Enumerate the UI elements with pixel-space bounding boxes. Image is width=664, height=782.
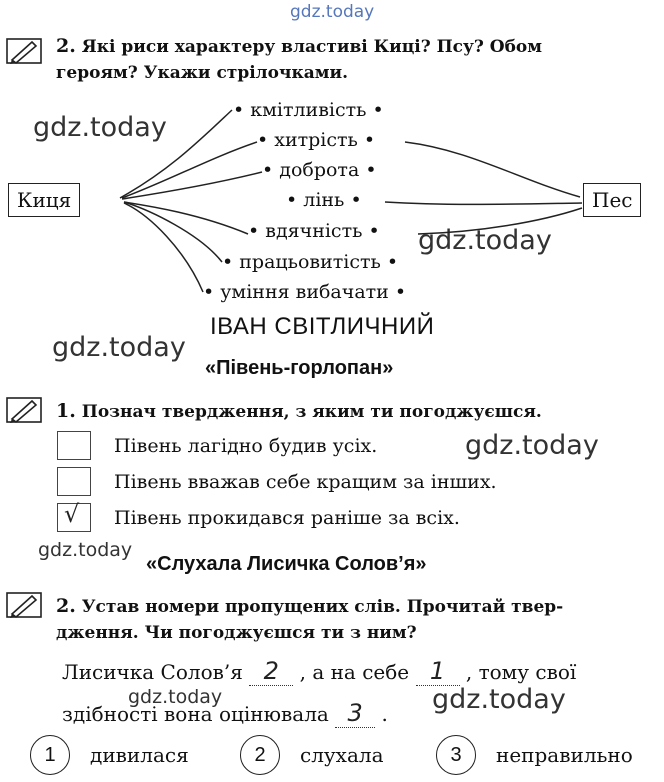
pencil-hand-icon xyxy=(6,395,44,425)
checkbox[interactable] xyxy=(57,431,91,460)
checkbox[interactable] xyxy=(57,467,91,496)
kitsia-box: Киця xyxy=(8,183,80,217)
choice-number: 3 xyxy=(436,735,476,775)
checkbox-checked[interactable] xyxy=(57,500,91,532)
watermark: gdz.today xyxy=(128,686,223,708)
watermark: gdz.today xyxy=(418,225,552,256)
trait-item: • лінь • xyxy=(286,189,362,211)
story-title: «Слухала Лисичка Солов’я» xyxy=(146,553,427,575)
task-question xyxy=(56,593,662,646)
task-number: 2. xyxy=(56,595,76,617)
blank-answer: 3 xyxy=(335,699,375,728)
trait-item: • працьовитість • xyxy=(222,251,399,273)
watermark: gdz.today xyxy=(465,430,599,461)
question-line: Які риси характеру властиві Киці? Псу? Обом xyxy=(81,37,543,57)
watermark: gdz.today xyxy=(432,684,566,715)
question-line: Познач твердження, з яким ти погоджуєшся. xyxy=(81,402,542,422)
question-line: Устав номери пропущених слів. Прочитай твер- xyxy=(81,597,564,617)
pencil-hand-icon xyxy=(6,590,44,620)
choice-word: неправильно xyxy=(496,743,633,767)
story-title: «Півень-горлопан» xyxy=(205,357,394,379)
task-number: 1. xyxy=(56,400,76,422)
task-number: 2. xyxy=(56,35,76,57)
trait-item: • доброта • xyxy=(262,159,377,181)
option-text: Півень лагідно будив усіх. xyxy=(114,435,378,457)
sentence-line: здібності вона оцінювала 3 . xyxy=(62,699,388,727)
pes-box: Пес xyxy=(583,183,641,217)
choice-number: 1 xyxy=(30,735,70,775)
author-name: ІВАН СВІТЛИЧНИЙ xyxy=(210,313,435,340)
choice-word: дивилася xyxy=(90,743,189,767)
trait-item: • хитрість • xyxy=(257,129,376,151)
blank-answer: 2 xyxy=(249,657,293,686)
option-text: Півень прокидався раніше за всіх. xyxy=(114,507,460,529)
trait-item: • уміння вибачати • xyxy=(203,281,407,303)
option-text: Півень вважав себе кращим за інших. xyxy=(114,471,497,493)
watermark: gdz.today xyxy=(33,112,167,143)
task-question xyxy=(56,398,656,425)
question-line: дження. Чи погоджуєшся ти з ним? xyxy=(56,623,417,643)
choice-word: слухала xyxy=(300,743,384,767)
choice-number: 2 xyxy=(240,735,280,775)
sentence-line: Лисичка Солов’я 2 , а на себе 1 , тому свої xyxy=(62,657,577,685)
watermark: gdz.today xyxy=(38,539,133,561)
trait-item: • кмітливість • xyxy=(233,99,384,121)
trait-item: • вдячність • xyxy=(248,220,380,242)
question-line: героям? Укажи стрілочками. xyxy=(56,63,349,83)
watermark-top: gdz.today xyxy=(290,2,375,22)
watermark: gdz.today xyxy=(52,332,186,363)
blank-answer: 1 xyxy=(416,657,460,686)
check-mark: √ xyxy=(64,500,80,528)
